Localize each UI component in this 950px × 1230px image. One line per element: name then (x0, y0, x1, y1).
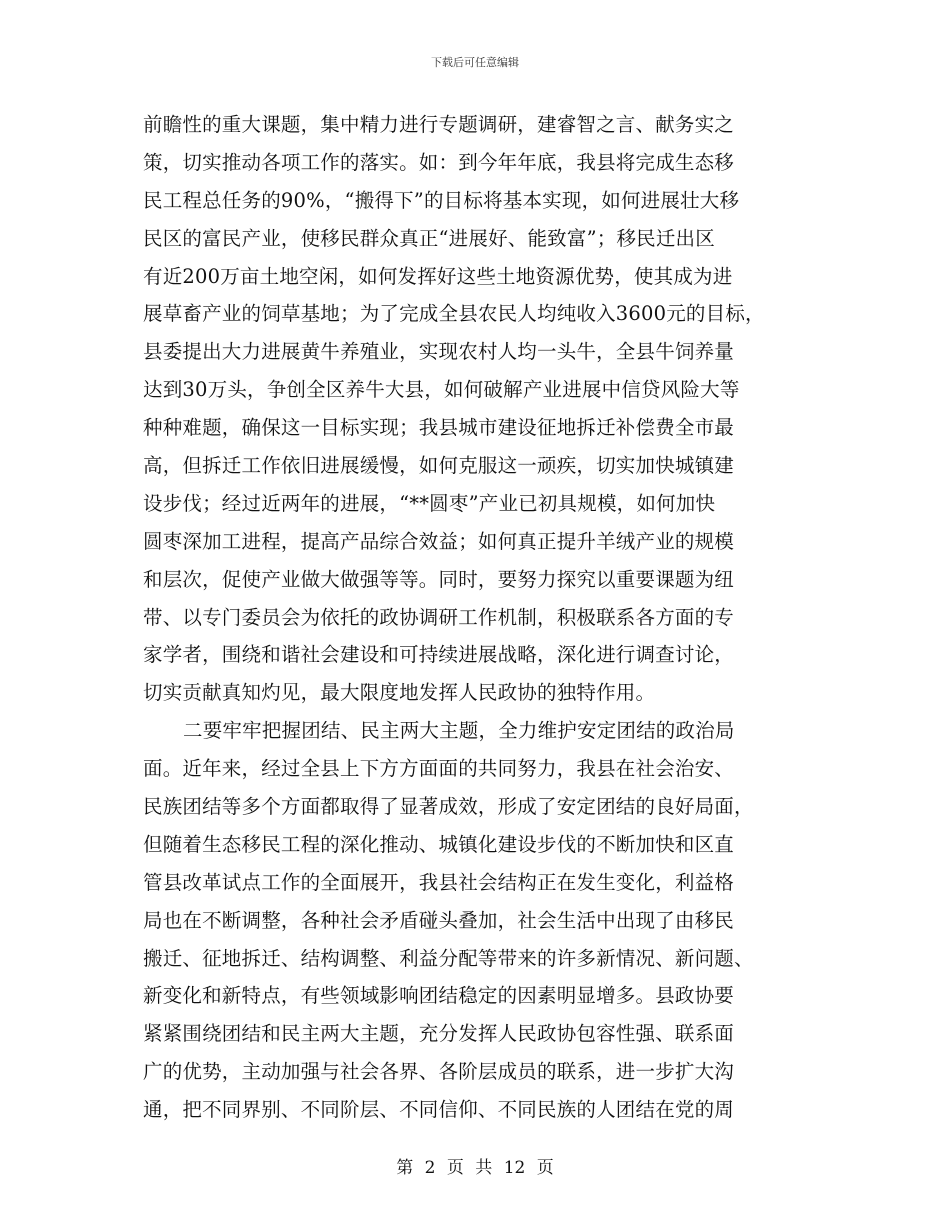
text-line: 展草畜产业的饲草基地；为了完成全县农民人均纯收入3600元的目标， (143, 302, 765, 326)
text-line: 带、以专门委员会为依托的政协调研工作机制，积极联系各方面的专 (143, 605, 735, 629)
text-line: 搬迁、征地拆迁、结构调整、利益分配等带来的许多新情况、新问题、 (143, 946, 754, 970)
text-line: 通，把不同界别、不同阶层、不同信仰、不同民族的人团结在党的周 (143, 1098, 735, 1122)
text-line: 民区的富民产业，使移民群众真正“进展好、能致富”；移民迁出区 (143, 226, 715, 250)
text-line: 高，但拆迁工作依旧进展缓慢，如何克服这一顽疾，切实加快城镇建 (143, 454, 735, 478)
text-line: 家学者，围绕和谐社会建设和可持续进展战略，深化进行调查讨论， (143, 643, 735, 667)
text-line: 切实贡献真知灼见，最大限度地发挥人民政协的独特作用。 (143, 681, 656, 705)
text-line: 民工程总任务的90%，“搬得下”的目标将基本实现，如何进展壮大移 (143, 188, 740, 212)
document-body (143, 106, 813, 1129)
text-line: 管县改革试点工作的全面展开，我县社会结构正在发生变化，利益格 (143, 870, 735, 894)
text-line: 设步伐；经过近两年的进展，“**圆枣”产业已初具规模，如何加快 (143, 491, 716, 515)
text-line: 新变化和新特点，有些领域影响团结稳定的因素明显增多。县政协要 (143, 984, 735, 1008)
text-line: 和层次，促使产业做大做强等等。同时，要努力探究以重要课题为纽 (143, 567, 735, 591)
text-line: 面。近年来，经过全县上下方方面面的共同努力，我县在社会治安、 (143, 757, 735, 781)
page-number-footer: 第 2 页 共 12 页 (396, 1158, 554, 1178)
text-line: 广的优势，主动加强与社会各界、各阶层成员的联系，进一步扩大沟 (143, 1060, 735, 1084)
text-line: 局也在不断调整，各种社会矛盾碰头叠加，社会生活中出现了由移民 (143, 908, 735, 932)
text-line: 民族团结等多个方面都取得了显著成效，形成了安定团结的良好局面， (143, 795, 754, 819)
text-line: 种种难题，确保这一目标实现；我县城市建设征地拆迁补偿费全市最 (143, 416, 735, 440)
text-line: 但随着生态移民工程的深化推动、城镇化建设步伐的不断加快和区直 (143, 832, 735, 856)
text-line: 前瞻性的重大课题，集中精力进行专题调研，建睿智之言、献务实之 (143, 113, 735, 136)
text-line: 达到30万头，争创全区养牛大县，如何破解产业进展中信贷风险大等 (143, 378, 740, 402)
text-line: 圆枣深加工进程，提高产品综合效益；如何真正提升羊绒产业的规模 (143, 529, 735, 553)
text-line: 县委提出大力进展黄牛养殖业，实现农村人均一头牛，全县牛饲养量 (143, 340, 735, 364)
text-line: 紧紧围绕团结和民主两大主题，充分发挥人民政协包容性强、联系面 (143, 1022, 735, 1046)
text-line: 策，切实推动各项工作的落实。如：到今年年底，我县将完成生态移 (143, 150, 735, 174)
page-header: 下载后可任意编辑 (431, 56, 519, 69)
paragraph-start-line: 二要牢牢把握团结、民主两大主题，全力维护安定团结的政治局 (183, 719, 735, 743)
text-line: 有近200万亩土地空闲，如何发挥好这些土地资源优势，使其成为进 (143, 264, 733, 288)
